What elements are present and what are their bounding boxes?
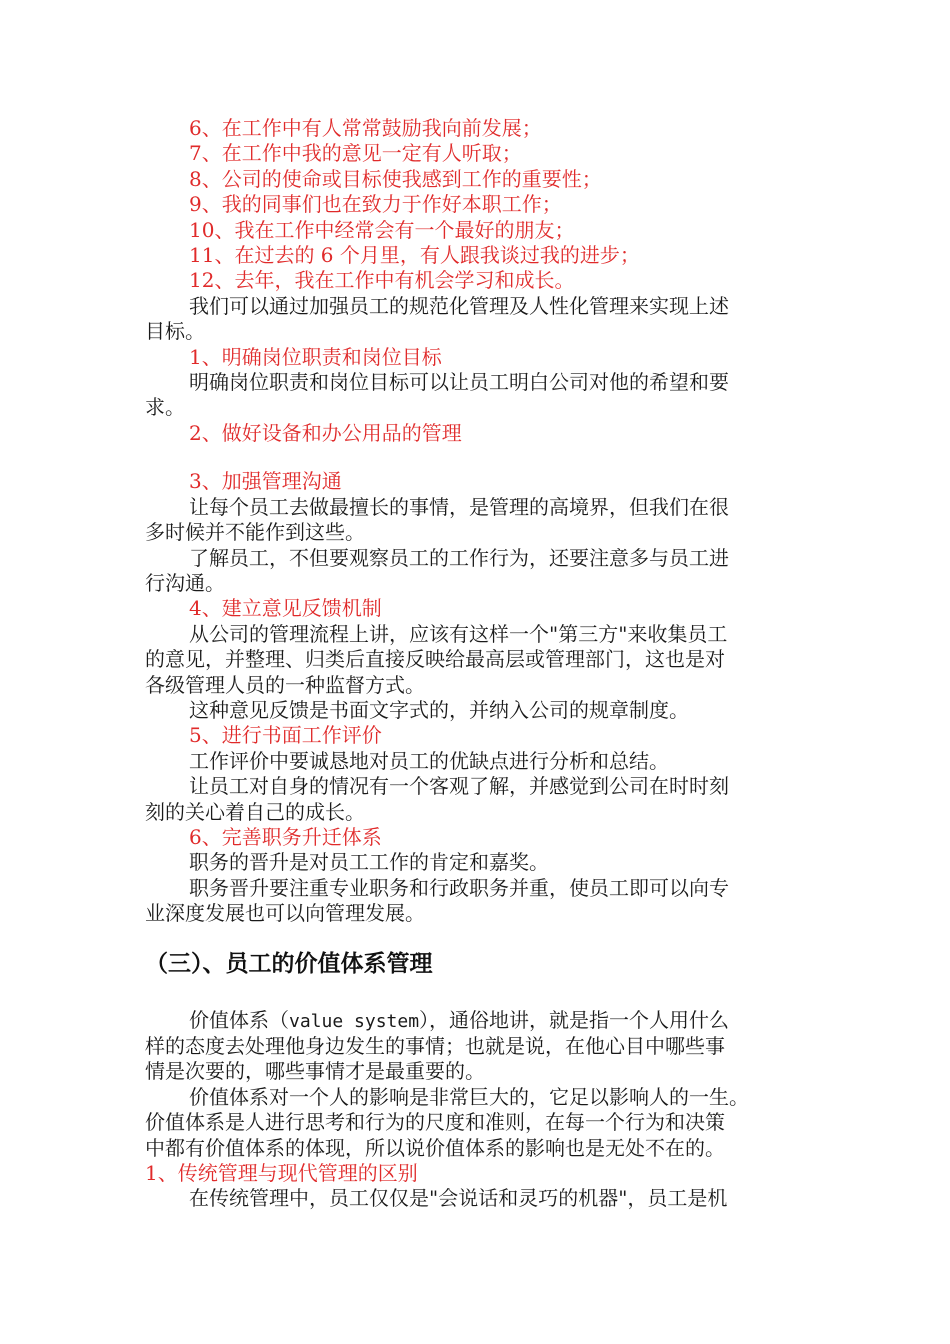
section-title-6: 6、完善职务升迁体系 (189, 824, 382, 849)
list-item: 7、在工作中我的意见一定有人听取； (189, 141, 522, 166)
section-6-paragraph: 职务的晋升是对员工工作的肯定和嘉奖。 (189, 850, 549, 875)
part-3-paragraph: 样的态度去处理他身边发生的事情；也就是说，在他心目中哪些事 (145, 1034, 725, 1058)
part-3-sub1-paragraph: 在传统管理中，员工仅仅是"会说话和灵巧的机器"，员工是机 (189, 1186, 728, 1211)
term-value-system: value system (289, 1010, 420, 1032)
list-item: 12、去年，我在工作中有机会学习和成长。 (189, 268, 575, 293)
text-run: 价值体系（ (189, 1007, 289, 1032)
section-5-paragraph: 让员工对自身的情况有一个客观了解，并感觉到公司在时时刻 (189, 774, 729, 799)
section-title-2: 2、做好设备和办公用品的管理 (189, 420, 462, 445)
section-4-paragraph: 各级管理人员的一种监督方式。 (145, 672, 425, 697)
part-3-heading: （三）、员工的价值体系管理 (145, 950, 433, 977)
blank-line (145, 446, 810, 469)
intro-paragraph: 目标。 (145, 319, 205, 344)
text-run: ），通俗地讲，就是指一个人用什么 (419, 1007, 730, 1032)
list-item: 11、在过去的 6 个月里，有人跟我谈过我的进步； (189, 243, 640, 268)
section-title-4: 4、建立意见反馈机制 (189, 596, 382, 621)
list-item: 10、我在工作中经常会有一个最好的朋友； (189, 217, 575, 242)
section-5-paragraph: 工作评价中要诚恳地对员工的优缺点进行分析和总结。 (189, 748, 669, 773)
section-title-3: 3、加强管理沟通 (189, 469, 342, 494)
document-body (145, 116, 810, 1212)
section-title-1: 1、明确岗位职责和岗位目标 (189, 344, 442, 369)
section-1-paragraph: 明确岗位职责和岗位目标可以让员工明白公司对他的希望和要 (189, 370, 729, 395)
part-3-paragraph (145, 1008, 810, 1034)
section-1-paragraph: 求。 (145, 395, 185, 420)
section-4-paragraph: 的意见，并整理、归类后直接反映给最高层或管理部门，这也是对 (145, 647, 725, 672)
part-3-paragraph: 中都有价值体系的体现，所以说价值体系的影响也是无处不在的。 (145, 1135, 725, 1160)
section-title-5: 5、进行书面工作评价 (189, 723, 382, 748)
section-3-paragraph: 让每个员工去做最擅长的事情，是管理的高境界，但我们在很 (189, 494, 729, 519)
part-3-subtitle-1: 1、传统管理与现代管理的区别 (145, 1161, 418, 1186)
section-3-paragraph: 行沟通。 (145, 570, 225, 595)
part-3-paragraph: 情是次要的，哪些事情才是最重要的。 (145, 1059, 485, 1084)
section-4-paragraph: 从公司的管理流程上讲，应该有这样一个"第三方"来收集员工 (189, 621, 728, 646)
list-item: 8、公司的使命或目标使我感到工作的重要性； (189, 166, 602, 191)
part-3-paragraph: 价值体系是人进行思考和行为的尺度和准则，在每一个行为和决策 (145, 1110, 725, 1135)
section-6-paragraph: 职务晋升要注重专业职务和行政职务并重，使员工即可以向专 (189, 875, 729, 900)
intro-paragraph: 我们可以通过加强员工的规范化管理及人性化管理来实现上述 (189, 293, 729, 318)
list-item: 9、我的同事们也在致力于作好本职工作； (189, 192, 562, 217)
section-5-paragraph: 刻的关心着自己的成长。 (145, 799, 365, 824)
part-3-paragraph: 价值体系对一个人的影响是非常巨大的，它足以影响人的一生。 (189, 1084, 749, 1109)
section-6-paragraph: 业深度发展也可以向管理发展。 (145, 901, 425, 926)
section-4-paragraph: 这种意见反馈是书面文字式的，并纳入公司的规章制度。 (189, 697, 689, 722)
section-3-paragraph: 多时候并不能作到这些。 (145, 520, 365, 545)
list-item: 6、在工作中有人常常鼓励我向前发展； (189, 116, 542, 140)
section-3-paragraph: 了解员工，不但要观察员工的工作行为，还要注意多与员工进 (189, 545, 729, 570)
